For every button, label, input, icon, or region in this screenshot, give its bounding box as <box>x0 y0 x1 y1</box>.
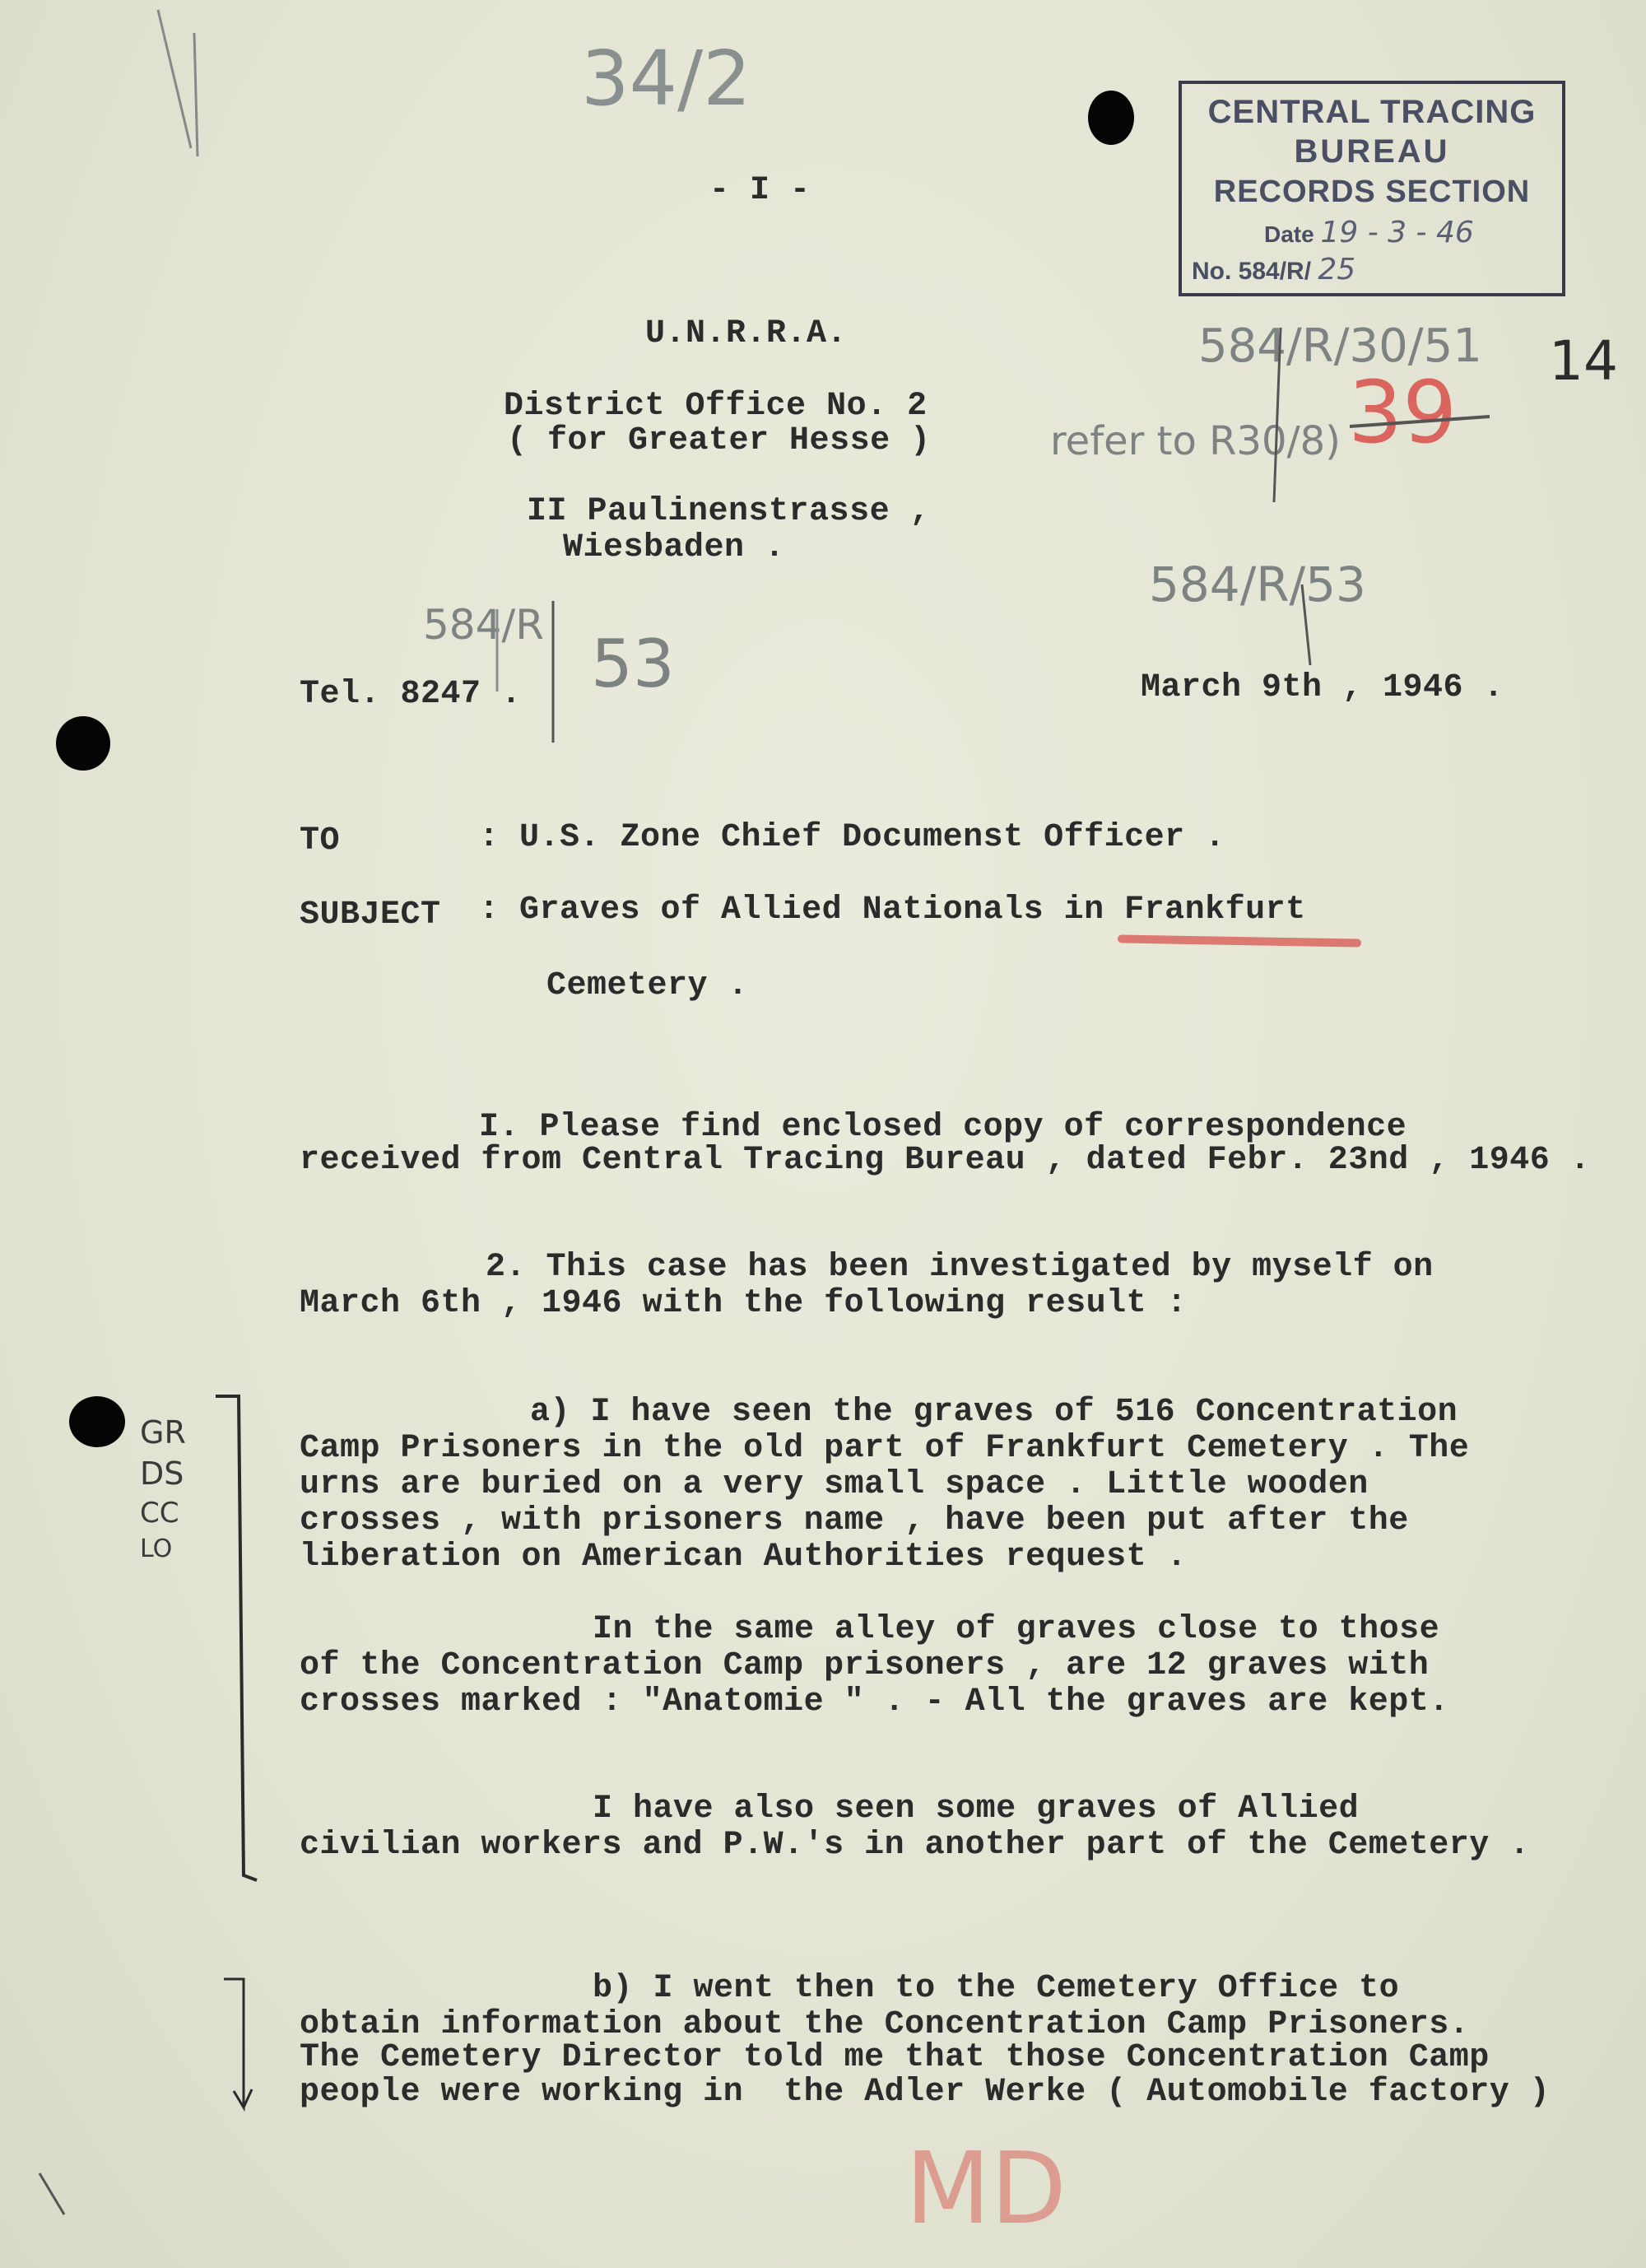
subject-line1: : Graves of Allied Nationals in Frankfurt <box>479 892 1306 929</box>
paragraph-b-line3: The Cemetery Director told me that those Concentration Camp <box>300 2039 1490 2076</box>
page-number: - I - <box>709 172 811 209</box>
address-line2: Wiesbaden . <box>563 529 785 566</box>
office-line2: ( for Greater Hesse ) <box>507 422 931 459</box>
paragraph-1-line1: I. Please find enclosed copy of correspondence <box>479 1109 1407 1146</box>
subject-line2: Cemetery . <box>546 967 749 1004</box>
paragraph-a-line5: liberation on American Authorities request . <box>300 1539 1188 1576</box>
paragraph-b-line2: obtain information about the Concentration Camp Prisoners. <box>300 2006 1470 2043</box>
stamp-date-label: Date <box>1264 221 1314 247</box>
subject-label: SUBJECT <box>300 896 441 934</box>
top-handwritten-number: 34/2 <box>581 35 751 123</box>
file-reference-2: 584/R/53 <box>1149 557 1366 612</box>
letter-date: March 9th , 1946 . <box>1141 669 1504 706</box>
margin-note-cc: CC <box>140 1497 179 1530</box>
paragraph-2-line1: 2. This case has been investigated by myself on <box>486 1249 1434 1286</box>
stamp-line2: BUREAU <box>1294 133 1450 170</box>
paragraph-a-line4: crosses , with prisoners name , have been put after the <box>300 1502 1409 1539</box>
to-value: : U.S. Zone Chief Documenst Officer . <box>479 819 1225 856</box>
stamp-number-value: 25 <box>1318 253 1356 286</box>
tel-file-reference: 584/R <box>423 601 545 649</box>
paragraph-a-line1: a) I have seen the graves of 516 Concentration <box>530 1394 1458 1431</box>
paragraph-1-line2: received from Central Tracing Bureau , dated Febr. 23nd , 1946 . <box>300 1142 1591 1179</box>
stamp-line1: CENTRAL TRACING <box>1207 94 1537 130</box>
paragraph-2-line2: March 6th , 1946 with the following result : <box>300 1285 1188 1322</box>
page-marker: 14 <box>1549 329 1618 393</box>
tel-file-reference-number: 53 <box>591 626 675 702</box>
stamp-date-value: 19 - 3 - 46 <box>1320 216 1474 249</box>
paragraph-a2-line1: In the same alley of graves close to those <box>593 1611 1440 1648</box>
margin-note-lo: LO <box>140 1535 173 1563</box>
red-handwritten-number: 39 <box>1348 362 1458 463</box>
office-line1: District Office No. 2 <box>504 388 928 425</box>
paragraph-b-line1: b) I went then to the Cemetery Office to <box>593 1970 1400 2007</box>
address-line1: II Paulinenstrasse , <box>527 493 931 530</box>
margin-note-gr: GR <box>140 1414 186 1451</box>
paragraph-a2-line3: crosses marked : "Anatomie " . - All the graves are kept. <box>300 1684 1449 1721</box>
margin-note-ds: DS <box>140 1455 184 1492</box>
paragraph-a3-line2: civilian workers and P.W.'s in another part of the Cemetery . <box>300 1827 1530 1864</box>
telephone: Tel. 8247 . <box>300 676 522 713</box>
paragraph-b-line4: people were working in the Adler Werke ( Automobile factory ) <box>300 2074 1551 2111</box>
stamp-number-label: No. 584/R/ <box>1192 258 1312 285</box>
paragraph-a2-line2: of the Concentration Camp prisoners , are 12 graves with <box>300 1647 1430 1684</box>
stamp-line3: RECORDS SECTION <box>1213 175 1531 209</box>
paragraph-a3-line1: I have also seen some graves of Allied <box>593 1791 1360 1828</box>
organization: U.N.R.R.A. <box>645 315 848 352</box>
paragraph-a-line3: urns are buried on a very small space . Little wooden <box>300 1466 1369 1503</box>
refer-note: refer to R30/8) <box>1050 418 1341 464</box>
to-label: TO <box>300 822 341 859</box>
paragraph-a-line2: Camp Prisoners in the old part of Frankfurt Cemetery . The <box>300 1430 1470 1467</box>
bottom-initials: MD <box>905 2132 1067 2247</box>
file-reference-1: 584/R/30/51 <box>1198 319 1482 373</box>
